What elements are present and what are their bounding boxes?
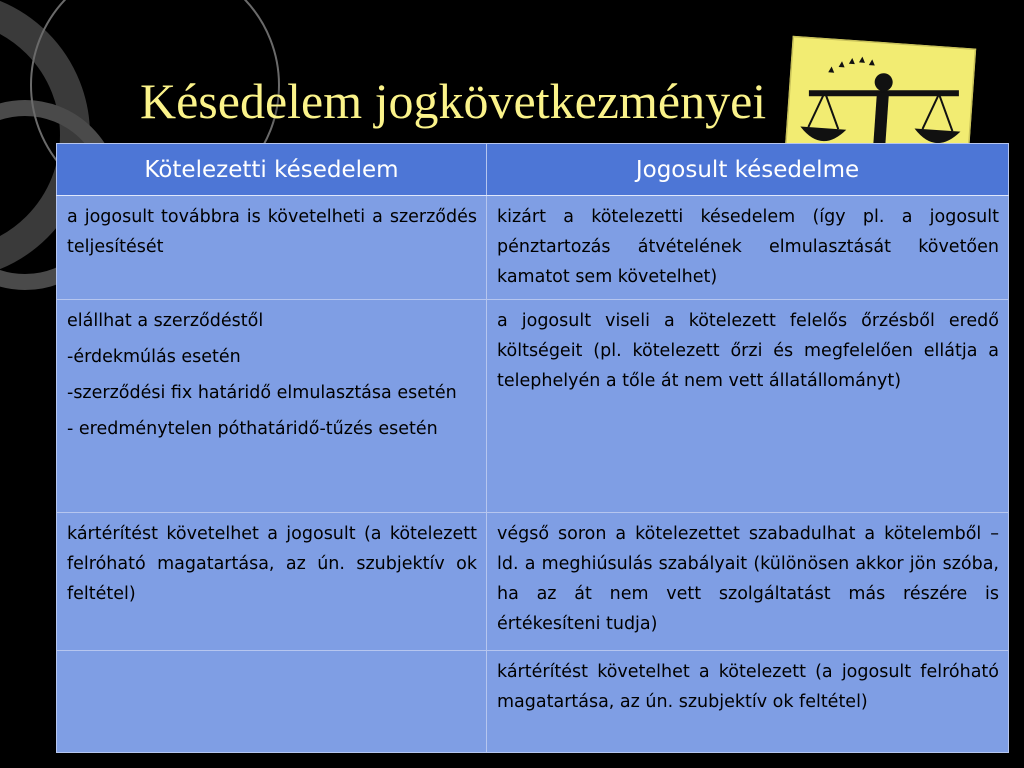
cell-paragraph: -szerződési fix határidő elmulasztása esetén [67,383,457,403]
cell-paragraph: elállhat a szerződéstől [67,311,264,331]
table-cell-right [487,651,1009,753]
cell-paragraph: - eredménytelen póthatáridő-tűzés esetén [67,419,438,439]
table-cell-left [57,300,487,513]
cell-paragraph: a jogosult viseli a kötelezett felelős őrzésből eredő költségeit (pl. kötelezett őrzi és megfelelően ellátja a telephelyén a tőle át nem vett állatállományt) [497,311,999,391]
table-row [57,196,1009,300]
cell-paragraph: kártérítést követelhet a jogosult (a kötelezett felróható magatartása, az ún. szubjektív ok feltétel) [67,524,477,604]
slide-title: Késedelem jogkövetkezményei [140,73,767,129]
table-row [57,513,1009,651]
table-cell-left [57,196,487,300]
cell-paragraph: végső soron a kötelezettet szabadulhat a kötelemből – ld. a meghiúsulás szabályait (különösen akkor jön szóba, ha az át nem vett szolgáltatást más részére is értékesíteni tudja) [497,524,999,634]
cell-paragraph: kártérítést követelhet a kötelezett (a jogosult felróható magatartása, az ún. szubjektív ok feltétel) [497,662,999,712]
table-row [57,651,1009,753]
table-cell-right [487,300,1009,513]
table-row [57,300,1009,513]
header-cell-obligee-delay: Jogosult késedelme [487,144,1009,196]
cell-paragraph: kizárt a kötelezetti késedelem (így pl. a jogosult pénztartozás átvételének elmulasztását követően kamatot sem követelhet) [497,207,999,287]
table-cell-right [487,513,1009,651]
table-header-row [57,144,1009,196]
comparison-table [56,143,1009,753]
table-cell-left-empty [57,651,487,753]
header-cell-obligor-delay: Kötelezetti késedelem [57,144,487,196]
cell-paragraph: -érdekmúlás esetén [67,347,241,367]
table-cell-left [57,513,487,651]
table-cell-right [487,196,1009,300]
cell-paragraph: a jogosult továbbra is követelheti a szerződés teljesítését [67,207,477,257]
